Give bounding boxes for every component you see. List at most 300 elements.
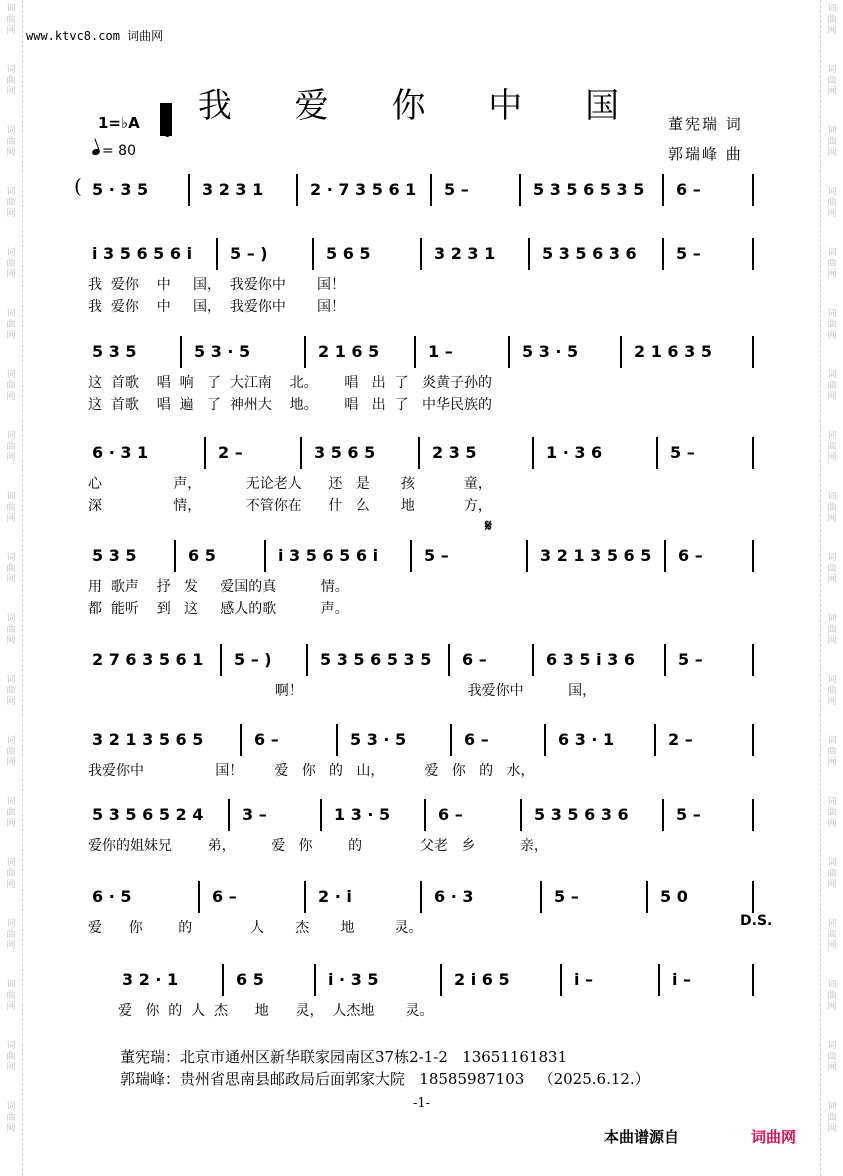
- watermark-char: 词: [6, 187, 16, 197]
- measure: 2 i 6 5: [454, 970, 510, 989]
- measure: 5 3 · 5: [522, 342, 579, 361]
- measure: i 3 5 6 5 6 i: [92, 244, 193, 263]
- barline: [508, 336, 510, 368]
- watermark-group: [6, 553, 15, 586]
- watermark-char: 曲: [827, 1113, 837, 1123]
- barline: [228, 799, 230, 831]
- watermark-group: [827, 370, 836, 403]
- watermark-group: [6, 919, 15, 952]
- watermark-group: [827, 1041, 836, 1074]
- barline: [240, 724, 242, 756]
- tempo-marking: [92, 143, 136, 159]
- watermark-char: 网: [6, 209, 16, 219]
- measure: 5 –: [676, 805, 701, 824]
- watermark-char: 网: [6, 148, 16, 158]
- barline: [314, 964, 316, 996]
- watermark-group: [827, 126, 836, 159]
- lyric-line: 爱 你 的 人 杰 地 灵， 人杰地 灵。: [118, 1003, 434, 1019]
- watermark-char: 曲: [6, 625, 16, 635]
- watermark-char: 曲: [827, 686, 837, 696]
- watermark-char: 词: [6, 614, 16, 624]
- watermark-group: [6, 126, 15, 159]
- barline: [204, 437, 206, 469]
- watermark-char: 网: [827, 270, 837, 280]
- watermark-char: 网: [6, 697, 16, 707]
- watermark-char: 词: [6, 919, 16, 929]
- watermark-char: 网: [827, 209, 837, 219]
- barline: [198, 881, 200, 913]
- page-number: -1-: [412, 1096, 431, 1111]
- watermark-group: [827, 736, 836, 769]
- watermark-char: 曲: [827, 381, 837, 391]
- barline: [752, 964, 754, 996]
- watermark-group: [827, 797, 836, 830]
- watermark-char: 网: [827, 758, 837, 768]
- measure: 1 3 · 5: [334, 805, 391, 824]
- barline: [418, 437, 420, 469]
- watermark-char: 曲: [827, 747, 837, 757]
- watermark-char: 曲: [6, 930, 16, 940]
- watermark-group: [6, 431, 15, 464]
- barline: [222, 964, 224, 996]
- site-url-text: www.ktvc8.com: [26, 29, 120, 43]
- measure: 6 –: [438, 805, 463, 824]
- watermark-char: 词: [6, 797, 16, 807]
- watermark-char: 词: [6, 4, 16, 14]
- watermark-char: 曲: [827, 76, 837, 86]
- measure: 5 3 5 6 3 6: [542, 244, 637, 263]
- measure: i 3 5 6 5 6 i: [278, 546, 379, 565]
- barline: [264, 540, 266, 572]
- measure: 3 2 3 1: [202, 180, 264, 199]
- watermark-char: 词: [827, 675, 837, 685]
- watermark-char: 词: [827, 980, 837, 990]
- watermark-char: 曲: [827, 137, 837, 147]
- watermark-group: [827, 309, 836, 342]
- watermark-char: 曲: [6, 808, 16, 818]
- measure: 5 · 3 5: [92, 180, 149, 199]
- watermark-char: 网: [6, 575, 16, 585]
- measure: 6 · 3 1: [92, 443, 149, 462]
- measure: 3 2 1 3 5 6 5: [92, 730, 204, 749]
- watermark-char: 曲: [827, 930, 837, 940]
- barline: [662, 174, 664, 206]
- measure: 2 –: [668, 730, 693, 749]
- watermark-char: 曲: [6, 564, 16, 574]
- measure: 5 3 5 6 3 6: [534, 805, 629, 824]
- lyric-line: 啊！ 我爱你中 国，: [88, 683, 597, 699]
- composer-credit: 郭瑞峰 曲: [668, 145, 743, 163]
- barline: [304, 881, 306, 913]
- lyricist-credit: 董宪瑞 词: [668, 115, 743, 133]
- watermark-char: 曲: [827, 259, 837, 269]
- barline: [304, 336, 306, 368]
- watermark-char: 网: [6, 1002, 16, 1012]
- watermark-char: 网: [6, 453, 16, 463]
- measure: 2 1 6 3 5: [634, 342, 712, 361]
- barline: [420, 881, 422, 913]
- watermark-char: 曲: [827, 625, 837, 635]
- measure: 5 3 5: [92, 546, 137, 565]
- watermark-group: [827, 980, 836, 1013]
- watermark-char: 网: [6, 819, 16, 829]
- measure: 2 3 5: [432, 443, 477, 462]
- measure: 3 –: [242, 805, 267, 824]
- barline: [450, 724, 452, 756]
- barline: [752, 799, 754, 831]
- watermark-char: 网: [6, 880, 16, 890]
- watermark-char: 曲: [6, 76, 16, 86]
- watermark-char: 词: [6, 309, 16, 319]
- watermark-char: 曲: [827, 198, 837, 208]
- watermark-group: [6, 797, 15, 830]
- lyric-line: 这 首歌 唱 响 了 大江南 北。 唱 出 了 炎黄子孙的: [88, 375, 492, 391]
- song-title: 我 爱 你 中 国: [197, 86, 646, 126]
- watermark-char: 网: [6, 1124, 16, 1134]
- measure: 5 –: [554, 887, 579, 906]
- barline: [752, 724, 754, 756]
- measure: 2 7 6 3 5 6 1: [92, 650, 204, 669]
- watermark-char: 词: [827, 614, 837, 624]
- watermark-char: 网: [6, 270, 16, 280]
- watermark-char: 词: [827, 65, 837, 75]
- watermark-char: 网: [827, 392, 837, 402]
- watermark-group: [827, 4, 836, 37]
- measure: 6 5: [236, 970, 264, 989]
- measure: 6 5: [188, 546, 216, 565]
- lyric-line: 用 歌声 抒 发 爱国的真 情。: [88, 579, 349, 595]
- watermark-group: [6, 675, 15, 708]
- measure: 5 3 · 5: [350, 730, 407, 749]
- barline: [220, 644, 222, 676]
- barline: [662, 238, 664, 270]
- barline: [420, 238, 422, 270]
- lyric-line: 这 首歌 唱 遍 了 神州大 地。 唱 出 了 中华民族的: [88, 397, 492, 413]
- measure: 6 · 5: [92, 887, 132, 906]
- watermark-char: 曲: [827, 320, 837, 330]
- watermark-char: 词: [827, 736, 837, 746]
- watermark-char: 网: [827, 941, 837, 951]
- watermark-char: 曲: [6, 137, 16, 147]
- barline: [752, 437, 754, 469]
- measure: 6 –: [212, 887, 237, 906]
- watermark-group: [827, 614, 836, 647]
- watermark-char: 网: [827, 575, 837, 585]
- watermark-group: [6, 492, 15, 525]
- barline: [180, 336, 182, 368]
- watermark-char: 网: [827, 636, 837, 646]
- measure: 5 – ): [230, 244, 268, 263]
- lyric-line: 我 爱你 中 国， 我爱你中 国！: [88, 277, 346, 293]
- watermark-char: 网: [6, 331, 16, 341]
- barline: [560, 964, 562, 996]
- barline: [296, 174, 298, 206]
- lyric-line: 心 声， 无论老人 还 是 孩 童，: [88, 476, 492, 492]
- watermark-char: 词: [6, 126, 16, 136]
- barline: [752, 174, 754, 206]
- watermark-group: [6, 1041, 15, 1074]
- lyric-line: 深 情， 不管你在 什 么 地 方，: [88, 498, 492, 514]
- watermark-char: 曲: [6, 198, 16, 208]
- measure: 5 –: [678, 650, 703, 669]
- barline: [752, 881, 754, 913]
- measure: 5 –: [676, 244, 701, 263]
- source-brand-link[interactable]: 词曲网: [751, 1128, 797, 1146]
- watermark-char: 网: [6, 514, 16, 524]
- measure: 6 –: [254, 730, 279, 749]
- watermark-group: [6, 248, 15, 281]
- segno-icon: 𝄋: [485, 516, 492, 535]
- watermark-char: 网: [6, 941, 16, 951]
- right-watermark-strip: [820, 0, 843, 1176]
- watermark-char: 词: [6, 553, 16, 563]
- barline: [300, 437, 302, 469]
- measure: 5 3 5 6 5 3 5: [533, 180, 645, 199]
- measure: 6 –: [678, 546, 703, 565]
- watermark-char: 网: [827, 514, 837, 524]
- watermark-char: 网: [6, 87, 16, 97]
- barline: [188, 174, 190, 206]
- site-url[interactable]: [26, 27, 163, 44]
- lyric-line: 我爱你中 国！ 爱 你 的 山， 爱 你 的 水，: [88, 763, 535, 779]
- source-label: 本曲谱源自: [604, 1128, 680, 1146]
- watermark-char: 词: [6, 858, 16, 868]
- measure: 3 2 3 1: [434, 244, 496, 263]
- watermark-char: 网: [827, 1002, 837, 1012]
- watermark-char: 曲: [6, 869, 16, 879]
- measure: 5 –: [444, 180, 469, 199]
- measure: 5 3 5 6 5 3 5: [320, 650, 432, 669]
- key-signature: 1=♭A: [98, 114, 140, 132]
- watermark-char: 词: [6, 736, 16, 746]
- lyric-line: 爱你的姐妹兄 弟， 爱 你 的 父老 乡 亲，: [88, 838, 548, 854]
- watermark-char: 网: [827, 331, 837, 341]
- contact-composer: 郭瑞峰：贵州省思南县邮政局后面郭家大院 18585987103 （2025.6.12.）: [120, 1070, 650, 1088]
- watermark-char: 词: [827, 309, 837, 319]
- watermark-char: 曲: [6, 686, 16, 696]
- watermark-char: 词: [6, 492, 16, 502]
- barline: [540, 881, 542, 913]
- measure: i –: [672, 970, 692, 989]
- watermark-char: 曲: [827, 869, 837, 879]
- watermark-char: 词: [827, 858, 837, 868]
- watermark-char: 网: [827, 453, 837, 463]
- barline: [519, 174, 521, 206]
- barline: [526, 540, 528, 572]
- barline: [320, 799, 322, 831]
- measure: 6 3 5 i 3 6: [546, 650, 635, 669]
- watermark-char: 词: [6, 1041, 16, 1051]
- measure: 2 · 7 3 5 6 1: [310, 180, 417, 199]
- watermark-char: 曲: [827, 991, 837, 1001]
- watermark-char: 词: [6, 65, 16, 75]
- watermark-char: 词: [6, 1102, 16, 1112]
- ds-marking: D.S.: [740, 913, 773, 929]
- barline: [752, 644, 754, 676]
- open-paren: (: [74, 174, 82, 198]
- watermark-char: 曲: [827, 15, 837, 25]
- watermark-group: [6, 370, 15, 403]
- measure: 5 3 5: [92, 342, 137, 361]
- measure: 2 · i: [318, 887, 352, 906]
- barline: [752, 540, 754, 572]
- watermark-char: 曲: [6, 503, 16, 513]
- measure: 3 5 6 5: [314, 443, 376, 462]
- measure: 6 3 · 1: [558, 730, 615, 749]
- watermark-char: 网: [6, 1063, 16, 1073]
- measure: 3 2 1 3 5 6 5: [540, 546, 652, 565]
- measure: 2 –: [218, 443, 243, 462]
- measure: 6 –: [462, 650, 487, 669]
- barline: [430, 174, 432, 206]
- time-signature: [160, 108, 171, 140]
- watermark-char: 词: [6, 675, 16, 685]
- barline: [424, 799, 426, 831]
- watermark-group: [827, 675, 836, 708]
- measure: 5 6 5: [326, 244, 371, 263]
- barline: [654, 724, 656, 756]
- watermark-group: [827, 248, 836, 281]
- watermark-group: [6, 614, 15, 647]
- barline: [532, 437, 534, 469]
- watermark-char: 曲: [827, 564, 837, 574]
- watermark-char: 网: [827, 1063, 837, 1073]
- watermark-group: [827, 858, 836, 891]
- barline: [414, 336, 416, 368]
- watermark-char: 网: [6, 758, 16, 768]
- watermark-group: [6, 736, 15, 769]
- watermark-char: 网: [827, 880, 837, 890]
- watermark-char: 网: [827, 697, 837, 707]
- barline: [752, 238, 754, 270]
- barline: [752, 336, 754, 368]
- measure: 6 · 3: [434, 887, 474, 906]
- lyric-line: 都 能听 到 这 感人的歌 声。: [88, 601, 349, 617]
- watermark-char: 网: [6, 392, 16, 402]
- watermark-group: [827, 553, 836, 586]
- left-watermark-strip: [0, 0, 23, 1176]
- watermark-char: 曲: [6, 320, 16, 330]
- watermark-group: [827, 431, 836, 464]
- watermark-char: 曲: [6, 381, 16, 391]
- measure: 1 · 3 6: [546, 443, 603, 462]
- watermark-char: 词: [827, 431, 837, 441]
- measure: 5 – ): [234, 650, 272, 669]
- measure: 5 3 5 6 5 2 4: [92, 805, 204, 824]
- measure: 5 3 · 5: [194, 342, 251, 361]
- watermark-group: [6, 980, 15, 1013]
- watermark-char: 词: [827, 187, 837, 197]
- watermark-char: 网: [827, 148, 837, 158]
- barline: [216, 238, 218, 270]
- barline: [658, 964, 660, 996]
- barline: [646, 881, 648, 913]
- lyric-line: 爱 你 的 人 杰 地 灵。: [88, 920, 423, 936]
- measure: 5 –: [424, 546, 449, 565]
- barline: [664, 540, 666, 572]
- watermark-char: 曲: [6, 1052, 16, 1062]
- barline: [336, 724, 338, 756]
- watermark-group: [827, 187, 836, 220]
- watermark-char: 曲: [6, 1113, 16, 1123]
- measure: 3 2 · 1: [122, 970, 179, 989]
- lyric-line: 我 爱你 中 国， 我爱你中 国！: [88, 299, 346, 315]
- barline: [532, 644, 534, 676]
- watermark-char: 词: [6, 980, 16, 990]
- watermark-char: 词: [827, 126, 837, 136]
- watermark-char: 网: [827, 1124, 837, 1134]
- watermark-char: 网: [827, 819, 837, 829]
- watermark-char: 曲: [6, 747, 16, 757]
- contact-lyricist: 董宪瑞：北京市通州区新华联家园南区37栋2-1-2 13651161831: [120, 1048, 568, 1066]
- watermark-char: 词: [827, 553, 837, 563]
- watermark-group: [827, 492, 836, 525]
- barline: [448, 644, 450, 676]
- measure: 5 0: [660, 887, 688, 906]
- barline: [528, 238, 530, 270]
- watermark-char: 曲: [6, 15, 16, 25]
- watermark-char: 词: [827, 797, 837, 807]
- barline: [312, 238, 314, 270]
- watermark-char: 词: [6, 370, 16, 380]
- watermark-char: 词: [6, 431, 16, 441]
- watermark-char: 词: [827, 492, 837, 502]
- time-divider: [160, 103, 172, 136]
- watermark-char: 曲: [827, 808, 837, 818]
- watermark-char: 网: [6, 26, 16, 36]
- measure: 5 –: [670, 443, 695, 462]
- barline: [662, 799, 664, 831]
- watermark-char: 词: [827, 248, 837, 258]
- measure: 6 –: [676, 180, 701, 199]
- barline: [656, 437, 658, 469]
- watermark-group: [827, 919, 836, 952]
- watermark-group: [6, 858, 15, 891]
- barline: [520, 799, 522, 831]
- watermark-char: 词: [6, 248, 16, 258]
- watermark-char: 词: [827, 919, 837, 929]
- watermark-char: 曲: [827, 442, 837, 452]
- barline: [174, 540, 176, 572]
- watermark-char: 网: [6, 636, 16, 646]
- tempo-value: = 80: [102, 143, 136, 159]
- barline: [544, 724, 546, 756]
- watermark-char: 曲: [6, 442, 16, 452]
- watermark-char: 网: [827, 87, 837, 97]
- barline: [620, 336, 622, 368]
- watermark-char: 词: [827, 4, 837, 14]
- measure: 1 –: [428, 342, 453, 361]
- quarter-note-icon: [91, 148, 101, 156]
- watermark-char: 词: [827, 370, 837, 380]
- watermark-char: 词: [827, 1041, 837, 1051]
- site-name: 词曲网: [127, 29, 164, 43]
- watermark-char: 词: [827, 1102, 837, 1112]
- watermark-group: [6, 309, 15, 342]
- barline: [440, 964, 442, 996]
- measure: i –: [574, 970, 594, 989]
- measure: 2 1 6 5: [318, 342, 380, 361]
- watermark-char: 曲: [6, 259, 16, 269]
- measure: 6 –: [464, 730, 489, 749]
- watermark-group: [6, 187, 15, 220]
- barline: [306, 644, 308, 676]
- barline: [664, 644, 666, 676]
- watermark-char: 曲: [827, 503, 837, 513]
- barline: [410, 540, 412, 572]
- measure: i · 3 5: [328, 970, 379, 989]
- watermark-group: [6, 4, 15, 37]
